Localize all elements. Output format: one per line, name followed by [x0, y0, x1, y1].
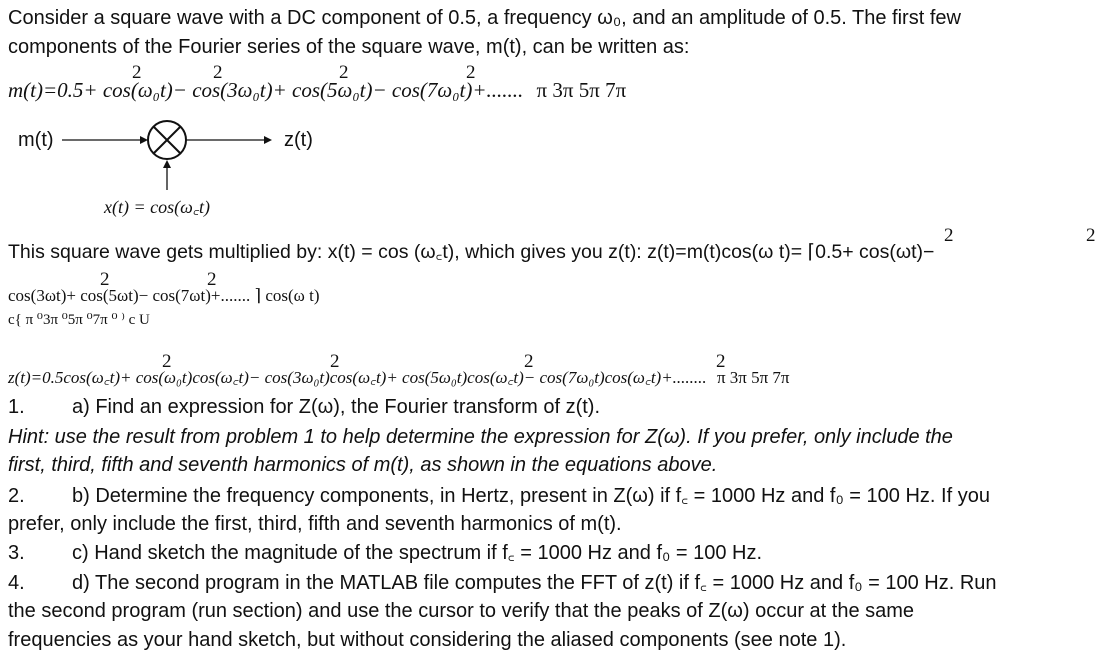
- item-4-number: 4.: [8, 572, 25, 594]
- item-3: [8, 541, 762, 565]
- item-2-continuation: prefer, only include the first, third, fifth and seventh harmonics of m(t).: [8, 513, 622, 535]
- item-1: [8, 395, 600, 419]
- m-num-4: 2: [466, 62, 476, 83]
- m-num-3: 2: [339, 62, 349, 83]
- z-equation: [8, 368, 790, 388]
- hint-line-1: Hint: use the result from problem 1 to help determine the expression for Z(ω). If you prefer, only include the: [8, 426, 953, 448]
- diagram-input-label: m(t): [18, 129, 54, 151]
- item-1-number: 1.: [8, 396, 25, 418]
- m-equation: [8, 78, 626, 102]
- z-num-4: 2: [716, 351, 726, 372]
- diagram-output-label: z(t): [284, 129, 313, 151]
- hint-line-2: first, third, fifth and seventh harmonics of m(t), as shown in the equations above.: [8, 454, 718, 476]
- output-arrow-head: [264, 136, 272, 144]
- item-4: [8, 571, 997, 595]
- z-equation-expr: z(t)=0.5cos(ω꜀t)+ cos(ω₀t)cos(ω꜀t)− cos(3ω₀t)cos(ω꜀t)+ cos(5ω₀t)cos(ω꜀t)− cos(7ω₀t)cos(ω꜀t)+........: [8, 368, 707, 387]
- mult-num-inline: 2: [944, 225, 954, 246]
- carrier-arrow-head: [163, 160, 171, 168]
- m-equation-expr: m(t)=0.5+ cos(ω₀t)− cos(3ω₀t)+ cos(5ω₀t)− cos(7ω₀t)+.......: [8, 78, 524, 102]
- intro-line-2: components of the Fourier series of the square wave, m(t), can be written as:: [8, 36, 690, 58]
- item-2-text: b) Determine the frequency components, in Hertz, present in Z(ω) if f꜀ = 1000 Hz and f₀ = 100 Hz. If you: [72, 485, 990, 507]
- diagram-carrier-label: x(t) = cos(ω꜀t): [104, 197, 211, 217]
- z-num-1: 2: [162, 351, 172, 372]
- mult-num-b: 2: [207, 269, 217, 290]
- mult-line-2: cos(3ωt)+ cos(5ωt)− cos(7ωt)+....... ⌉ cos(ω t): [8, 286, 320, 305]
- item-2-number: 2.: [8, 485, 25, 507]
- item-3-text: c) Hand sketch the magnitude of the spectrum if f꜀ = 1000 Hz and f₀ = 100 Hz.: [72, 542, 763, 564]
- item-4-continuation-2: frequencies as your hand sketch, but without considering the aliased components (see note 1).: [8, 629, 847, 651]
- handwritten-scrawl: c{ π ⁰3π ⁰5π ⁰7π ⁰ ⁾ c U: [8, 312, 150, 328]
- item-3-number: 3.: [8, 542, 25, 564]
- item-4-text: d) The second program in the MATLAB file computes the FFT of z(t) if f꜀ = 1000 Hz and f₀ = 100 Hz. Run: [72, 572, 997, 594]
- z-num-2: 2: [330, 351, 340, 372]
- item-2: [8, 484, 990, 508]
- mult-num-a: 2: [100, 269, 110, 290]
- m-equation-denominators: π 3π 5π 7π: [536, 78, 627, 102]
- item-1-text: a) Find an expression for Z(ω), the Fourier transform of z(t).: [72, 396, 600, 418]
- z-num-3: 2: [524, 351, 534, 372]
- mult-num-tail: 2: [1086, 225, 1096, 246]
- item-4-continuation-1: the second program (run section) and use the cursor to verify that the peaks of Z(ω) occur at the same: [8, 600, 915, 622]
- m-num-2: 2: [213, 62, 223, 83]
- multiplier-diagram: [0, 110, 300, 190]
- m-num-1: 2: [132, 62, 142, 83]
- mult-sentence: This square wave gets multiplied by: x(t) = cos (ω꜀t), which gives you z(t): z(t)=m(t)cos(ω t)= ⌈0.5+ cos(ωt)−: [8, 241, 935, 263]
- input-arrow-head: [140, 136, 148, 144]
- z-equation-denominators: π 3π 5π 7π: [716, 368, 790, 387]
- intro-line-1: Consider a square wave with a DC component of 0.5, a frequency ω₀, and an amplitude of 0.5. The first few: [8, 7, 961, 29]
